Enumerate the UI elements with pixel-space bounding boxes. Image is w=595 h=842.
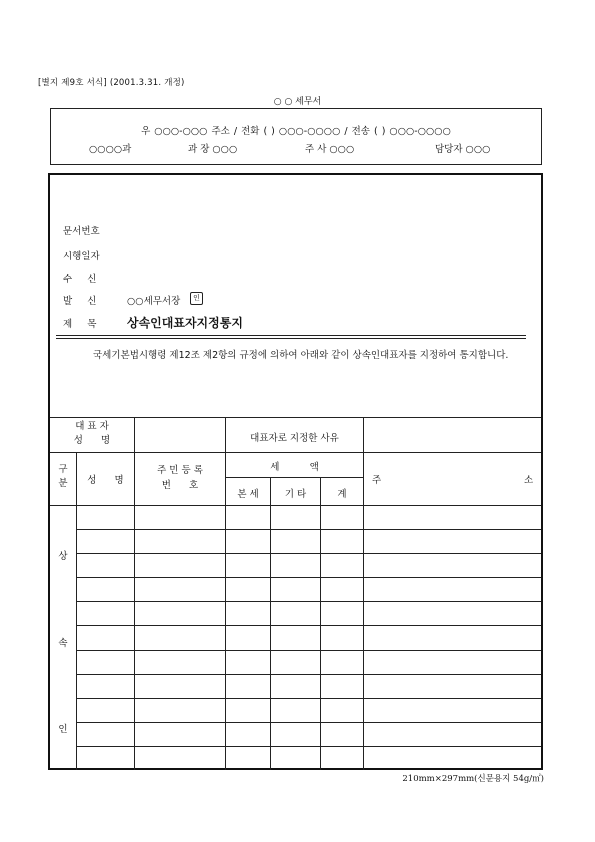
rep-name-header: 대 표 자 성 명 [73,421,111,446]
id-number-header: 주 민 등 록 번 호 [157,465,203,491]
contact-officer: 주 사 ○○○ [305,144,355,155]
heirs-label-char: 인 [58,724,68,735]
sender-label: 발 신 [63,296,97,307]
principal-tax-header: 본 세 [237,489,259,500]
sender-value: ○○세무서장 [127,296,181,307]
tax-amount-header: 세 액 [270,462,319,473]
contact-handler: 담당자 ○○○ [435,144,491,155]
category-header: 구 분 [58,464,68,489]
notice-paragraph: 국세기본법시행령 제12조 제2항의 규정에 의하여 아래와 같이 상속인대표자를 지정하여 통지합니다. [93,350,509,361]
address-header-left: 주 [372,475,382,486]
tax-office-name: ○ ○ 세무서 [273,97,322,107]
issue-date-label: 시행일자 [63,251,100,262]
seal-mark: 인 [190,292,203,305]
contact-address-line: 우 ○○○-○○○ 주소 / 전화 ( ) ○○○-○○○○ / 전송 ( ) ○○○-○○○○ [141,126,451,137]
divider-line [56,335,526,336]
contact-department: ○○○○과 [89,144,132,155]
heirs-label-char: 속 [58,638,68,649]
name-header: 성 명 [87,475,124,486]
address-header-right: 소 [524,475,534,486]
subject-label: 제 목 [63,319,97,330]
subject-value: 상속인대표자지정통지 [127,316,243,330]
reason-header: 대표자로 지정한 사유 [250,433,339,444]
contact-chief: 과 장 ○○○ [188,144,238,155]
notice-form [48,173,543,770]
heirs-table [50,417,541,770]
heirs-label-char: 상 [58,551,68,562]
recipient-label: 수 신 [63,274,97,285]
doc-number-label: 문서번호 [63,226,100,237]
form-reference: [별지 제9호 서식] (2001.3.31. 개정) [38,78,185,88]
paper-spec: 210mm×297mm(신문용지 54g/㎡) [402,774,544,784]
notice-body [63,347,533,364]
total-tax-header: 계 [337,489,347,500]
other-tax-header: 기 타 [284,489,307,500]
divider-line [56,338,526,339]
contact-box [50,108,542,165]
